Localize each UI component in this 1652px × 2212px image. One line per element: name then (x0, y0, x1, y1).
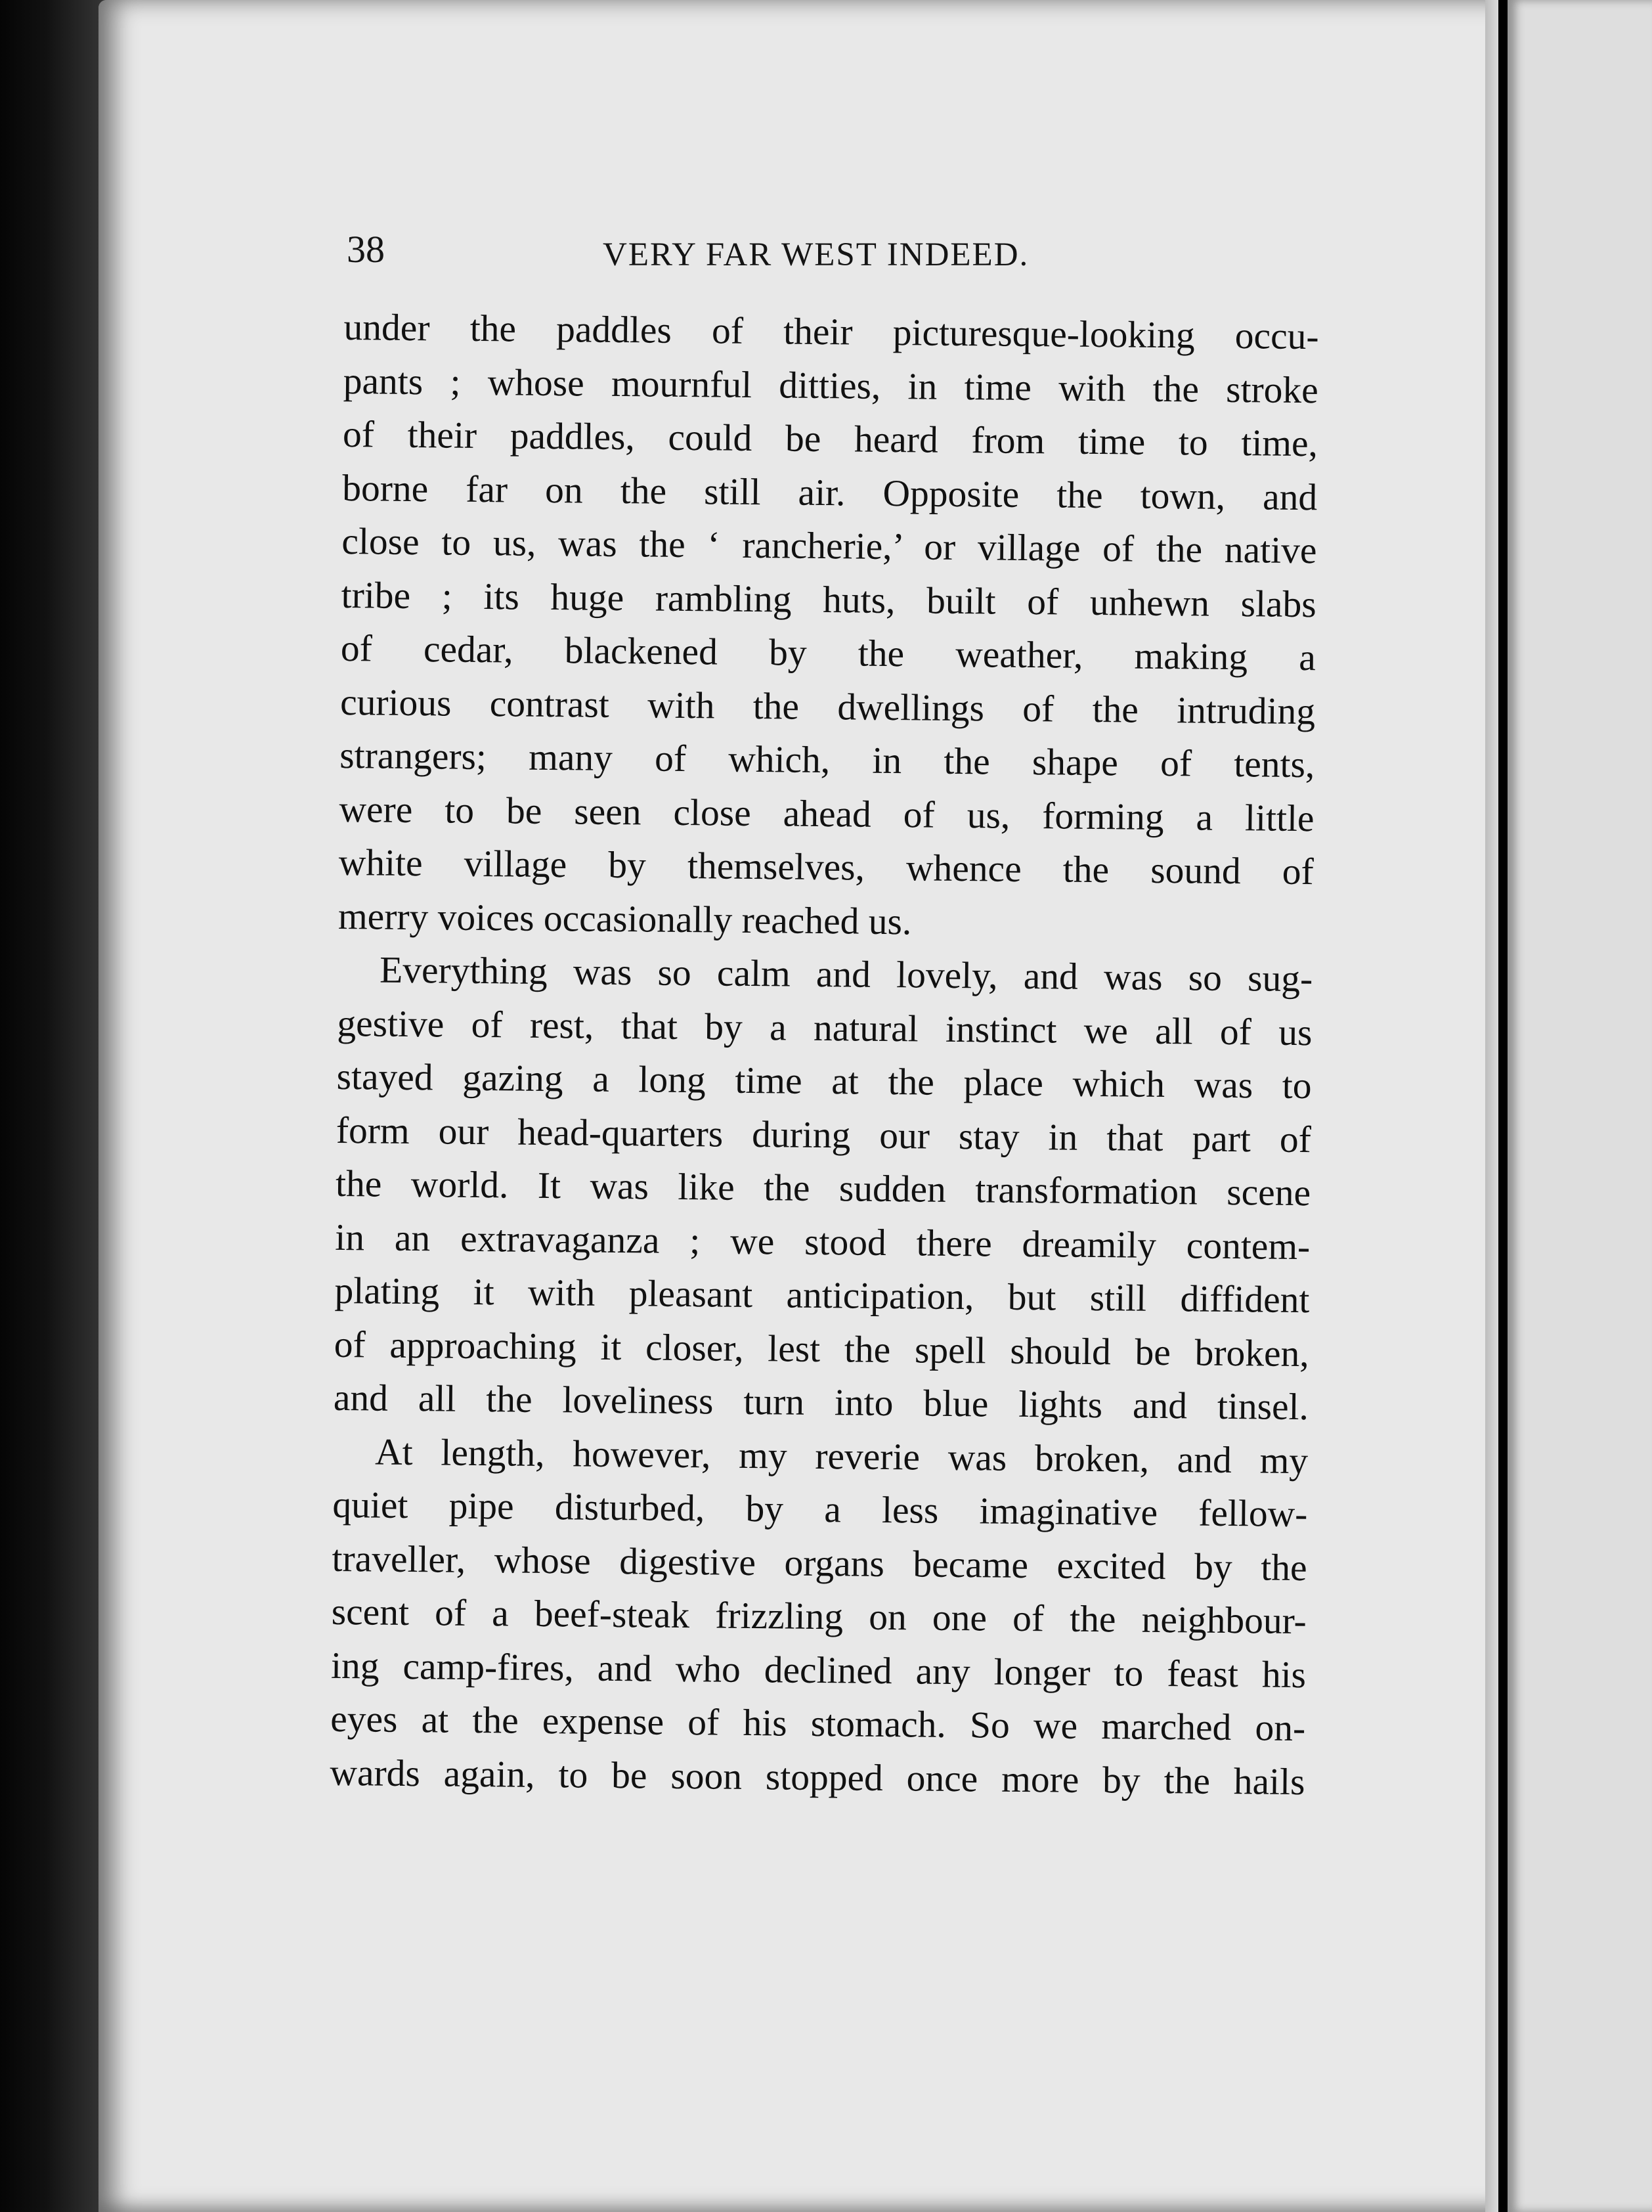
text-line: eyes at the expense of his stomach. So we marched on- (330, 1698, 1306, 1750)
text-line: form our head-quarters during our stay in that part of (336, 1109, 1312, 1161)
text-line: borne far on the still air. Opposite the town, and (341, 467, 1318, 518)
text-line: tribe ; its huge rambling huts, built of unhewn slabs (341, 574, 1316, 625)
text-line: Everything was so calm and lovely, and was so sug- (379, 949, 1313, 1000)
text-line: under the paddles of their picturesque-looking occu- (343, 306, 1319, 358)
text-line: merry voices occasionally reached us. (337, 895, 912, 942)
book-spine-shadow (0, 0, 115, 2212)
body-text (330, 301, 1319, 1809)
text-line: quiet pipe disturbed, by a less imaginative fellow- (332, 1484, 1308, 1536)
text-line: traveller, whose digestive organs became excited by the (332, 1537, 1307, 1589)
text-line: of approaching it closer, lest the spell should be broken, (334, 1323, 1309, 1375)
text-line: wards again, to be soon stopped once more by the hails (330, 1752, 1305, 1803)
text-line: the world. It was like the sudden transformation scene (335, 1162, 1311, 1214)
text-line: white village by themselves, whence the sound of (338, 841, 1315, 893)
running-head: VERY FAR WEST INDEED. (603, 236, 1030, 273)
text-line: in an extravaganza ; we stood there dreamily contem- (335, 1216, 1311, 1268)
text-line: strangers; many of which, in the shape of tents, (339, 734, 1315, 786)
adjacent-page-strip (1508, 0, 1652, 2212)
text-line: close to us, was the ‘ rancherie,’ or village of the native (341, 520, 1317, 572)
text-line: of cedar, blackened by the weather, making a (340, 627, 1316, 679)
text-line: pants ; whose mournful ditties, in time with the stroke (343, 360, 1319, 411)
text-line: curious contrast with the dwellings of the intruding (339, 681, 1316, 732)
text-line: ing camp-fires, and who declined any longer to feast his (330, 1645, 1307, 1696)
text-line: of their paddles, could be heard from time to time, (342, 413, 1318, 465)
text-line: plating it with pleasant anticipation, but still diffident (334, 1270, 1310, 1321)
text-line: At length, however, my reverie was broken, and my (374, 1431, 1309, 1482)
page-gutter (1498, 0, 1508, 2212)
text-line: scent of a beef-steak frizzling on one of the neighbour- (331, 1591, 1307, 1643)
page-number: 38 (347, 228, 385, 271)
text-line: were to be seen close ahead of us, forming a little (339, 788, 1315, 839)
text-line: gestive of rest, that by a natural instinct we all of us (337, 1002, 1313, 1053)
page-edge (1485, 0, 1498, 2212)
page-header (347, 223, 1332, 276)
text-line: stayed gazing a long time at the place which was to (336, 1055, 1312, 1107)
text-line: and all the loveliness turn into blue lights and tinsel. (333, 1377, 1309, 1428)
